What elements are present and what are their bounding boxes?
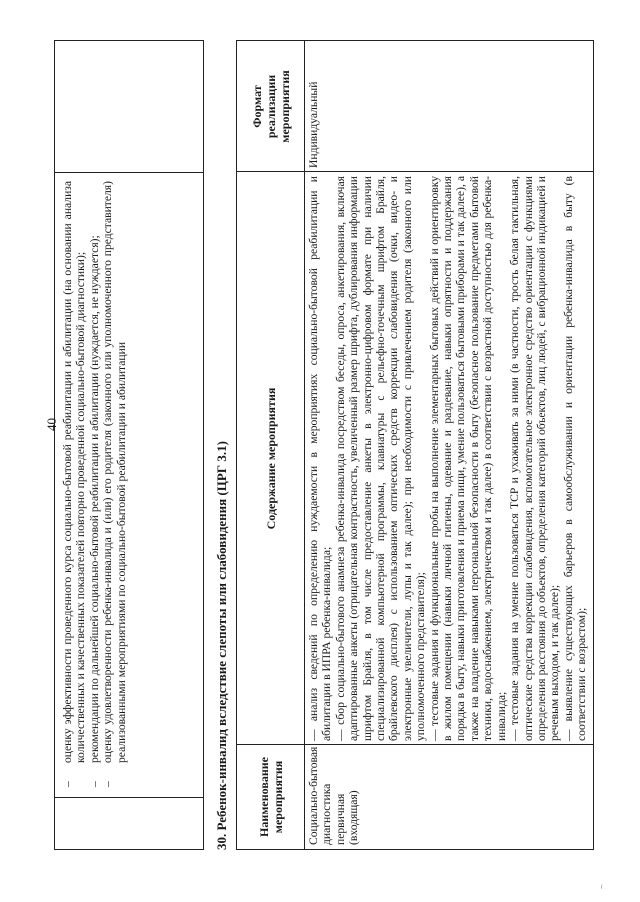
header-content: Содержание мероприятия xyxy=(264,387,278,530)
continued-format-cell xyxy=(55,41,203,172)
list-item xyxy=(61,181,88,787)
header-name-line: мероприятия xyxy=(271,760,285,834)
continued-table xyxy=(54,40,204,850)
section-title: 30. Ребенок-инвалид вследствие слепоты или слабовидения (ЦРГ 3.1) xyxy=(214,441,229,850)
content-paragraph: — сбор социально-бытового анамнеза ребенка-инвалида посредством беседы, опроса, анкетирования, включая адаптированные анкеты (отрицательная контрастность, увеличенный размер шрифта, дублирования информации шрифтом Брайля, в том числе предоставление анкеты в электронно-цифровом формате при наличии специализированной компьютерной программы, клавиатуры с рельефно-точечным шрифтом Брайля, брайлевского дисплея) с использованием оптических средств коррекции слабовидения (очки, видео- и электронные увеличители, лупы и так далее); при необходимости с привлечением родителя (законного или уполномоченного представителя); xyxy=(333,176,428,741)
content-paragraph: — выявление существующих барьеров в самообслуживании и ориентации ребенка-инвалида в быту (в соответствии с возрастом); xyxy=(561,176,589,741)
header-format-line: мероприятия xyxy=(278,70,292,143)
header-format xyxy=(237,41,305,172)
header-format-line: реализации xyxy=(264,74,278,139)
content-paragraph: — тестовые задания на умение пользоваться ТСР и ухаживать за ними (в частности, трость белая тактильная, оптические средства коррекции слабовидения, вспомогательное электронное средство ориентации с функциями определения расстояния до объектов, определения категорий объектов, лиц людей, с вибрационной индикацией и речевым выходом, и так далее); xyxy=(508,176,562,741)
dash-marker: – xyxy=(101,781,115,787)
dash-marker: – xyxy=(87,781,101,787)
list-item xyxy=(88,181,101,787)
measure-name-line: первичная xyxy=(333,793,347,845)
continued-content-cell xyxy=(55,172,203,797)
list-item-text: оценку удовлетворенности ребенка-инвалида и (или) его родителя (законного или уполномоченного представителя) реализованными мероприятиями по социально-бытовой реабилитации и абилитации xyxy=(101,181,128,763)
header-name-line: Наименование xyxy=(257,757,271,837)
measures-table xyxy=(236,40,594,850)
list-item-text: рекомендации по дальнейшей социально-бытовой реабилитации и абилитации (нуждается, не нуждается); xyxy=(87,235,101,763)
list-item-text: оценку эффективности проведенного курса социально-бытовой реабилитации и абилитации (на основании анализа количественных и качественных показателей повторно проведенной социально-бытовой диагностики); xyxy=(61,181,88,763)
scan-mark: ⸝ xyxy=(595,879,606,891)
measure-name-line: Социально-бытовая xyxy=(307,746,320,845)
measure-name-line: (входящая) xyxy=(347,790,361,845)
cell-measure-content xyxy=(305,172,593,745)
rotated-page xyxy=(54,40,594,850)
content-paragraph: — анализ сведений по определению нуждаемости в мероприятиях социально-бытовой реабилитации и абилитации в ИПРА ребенка-инвалида; xyxy=(307,176,334,741)
continued-list xyxy=(55,173,128,797)
content-paragraph: — тестовые задания и функциональные пробы на выполнение элементарных бытовых действий и ориентировку в жилом помещении (навыки личной гигиены, одевание и раздевание, навыки опрятности и поддержания порядка в быту, навыки приготовления и приема пищи, умение пользоваться бытовыми приборами и так далее), а также на владение навыками персональной безопасности в быту (безопасное пользование предметами бытовой техники, водоснабжением, электричеством и так далее) в соответствии с возрастной доступностью для ребенка-инвалида; xyxy=(427,176,508,741)
format-value: Индивидуальный xyxy=(307,81,320,168)
header-format-line: Формат xyxy=(250,85,264,128)
continued-name-cell xyxy=(55,797,203,849)
dash-marker: – xyxy=(61,781,74,787)
cell-measure-format xyxy=(305,41,593,172)
list-item xyxy=(101,181,128,787)
page-number: 40 xyxy=(44,418,59,431)
header-name xyxy=(237,745,305,849)
measure-name-line: диагностика xyxy=(320,783,334,845)
cell-measure-name xyxy=(305,745,593,849)
